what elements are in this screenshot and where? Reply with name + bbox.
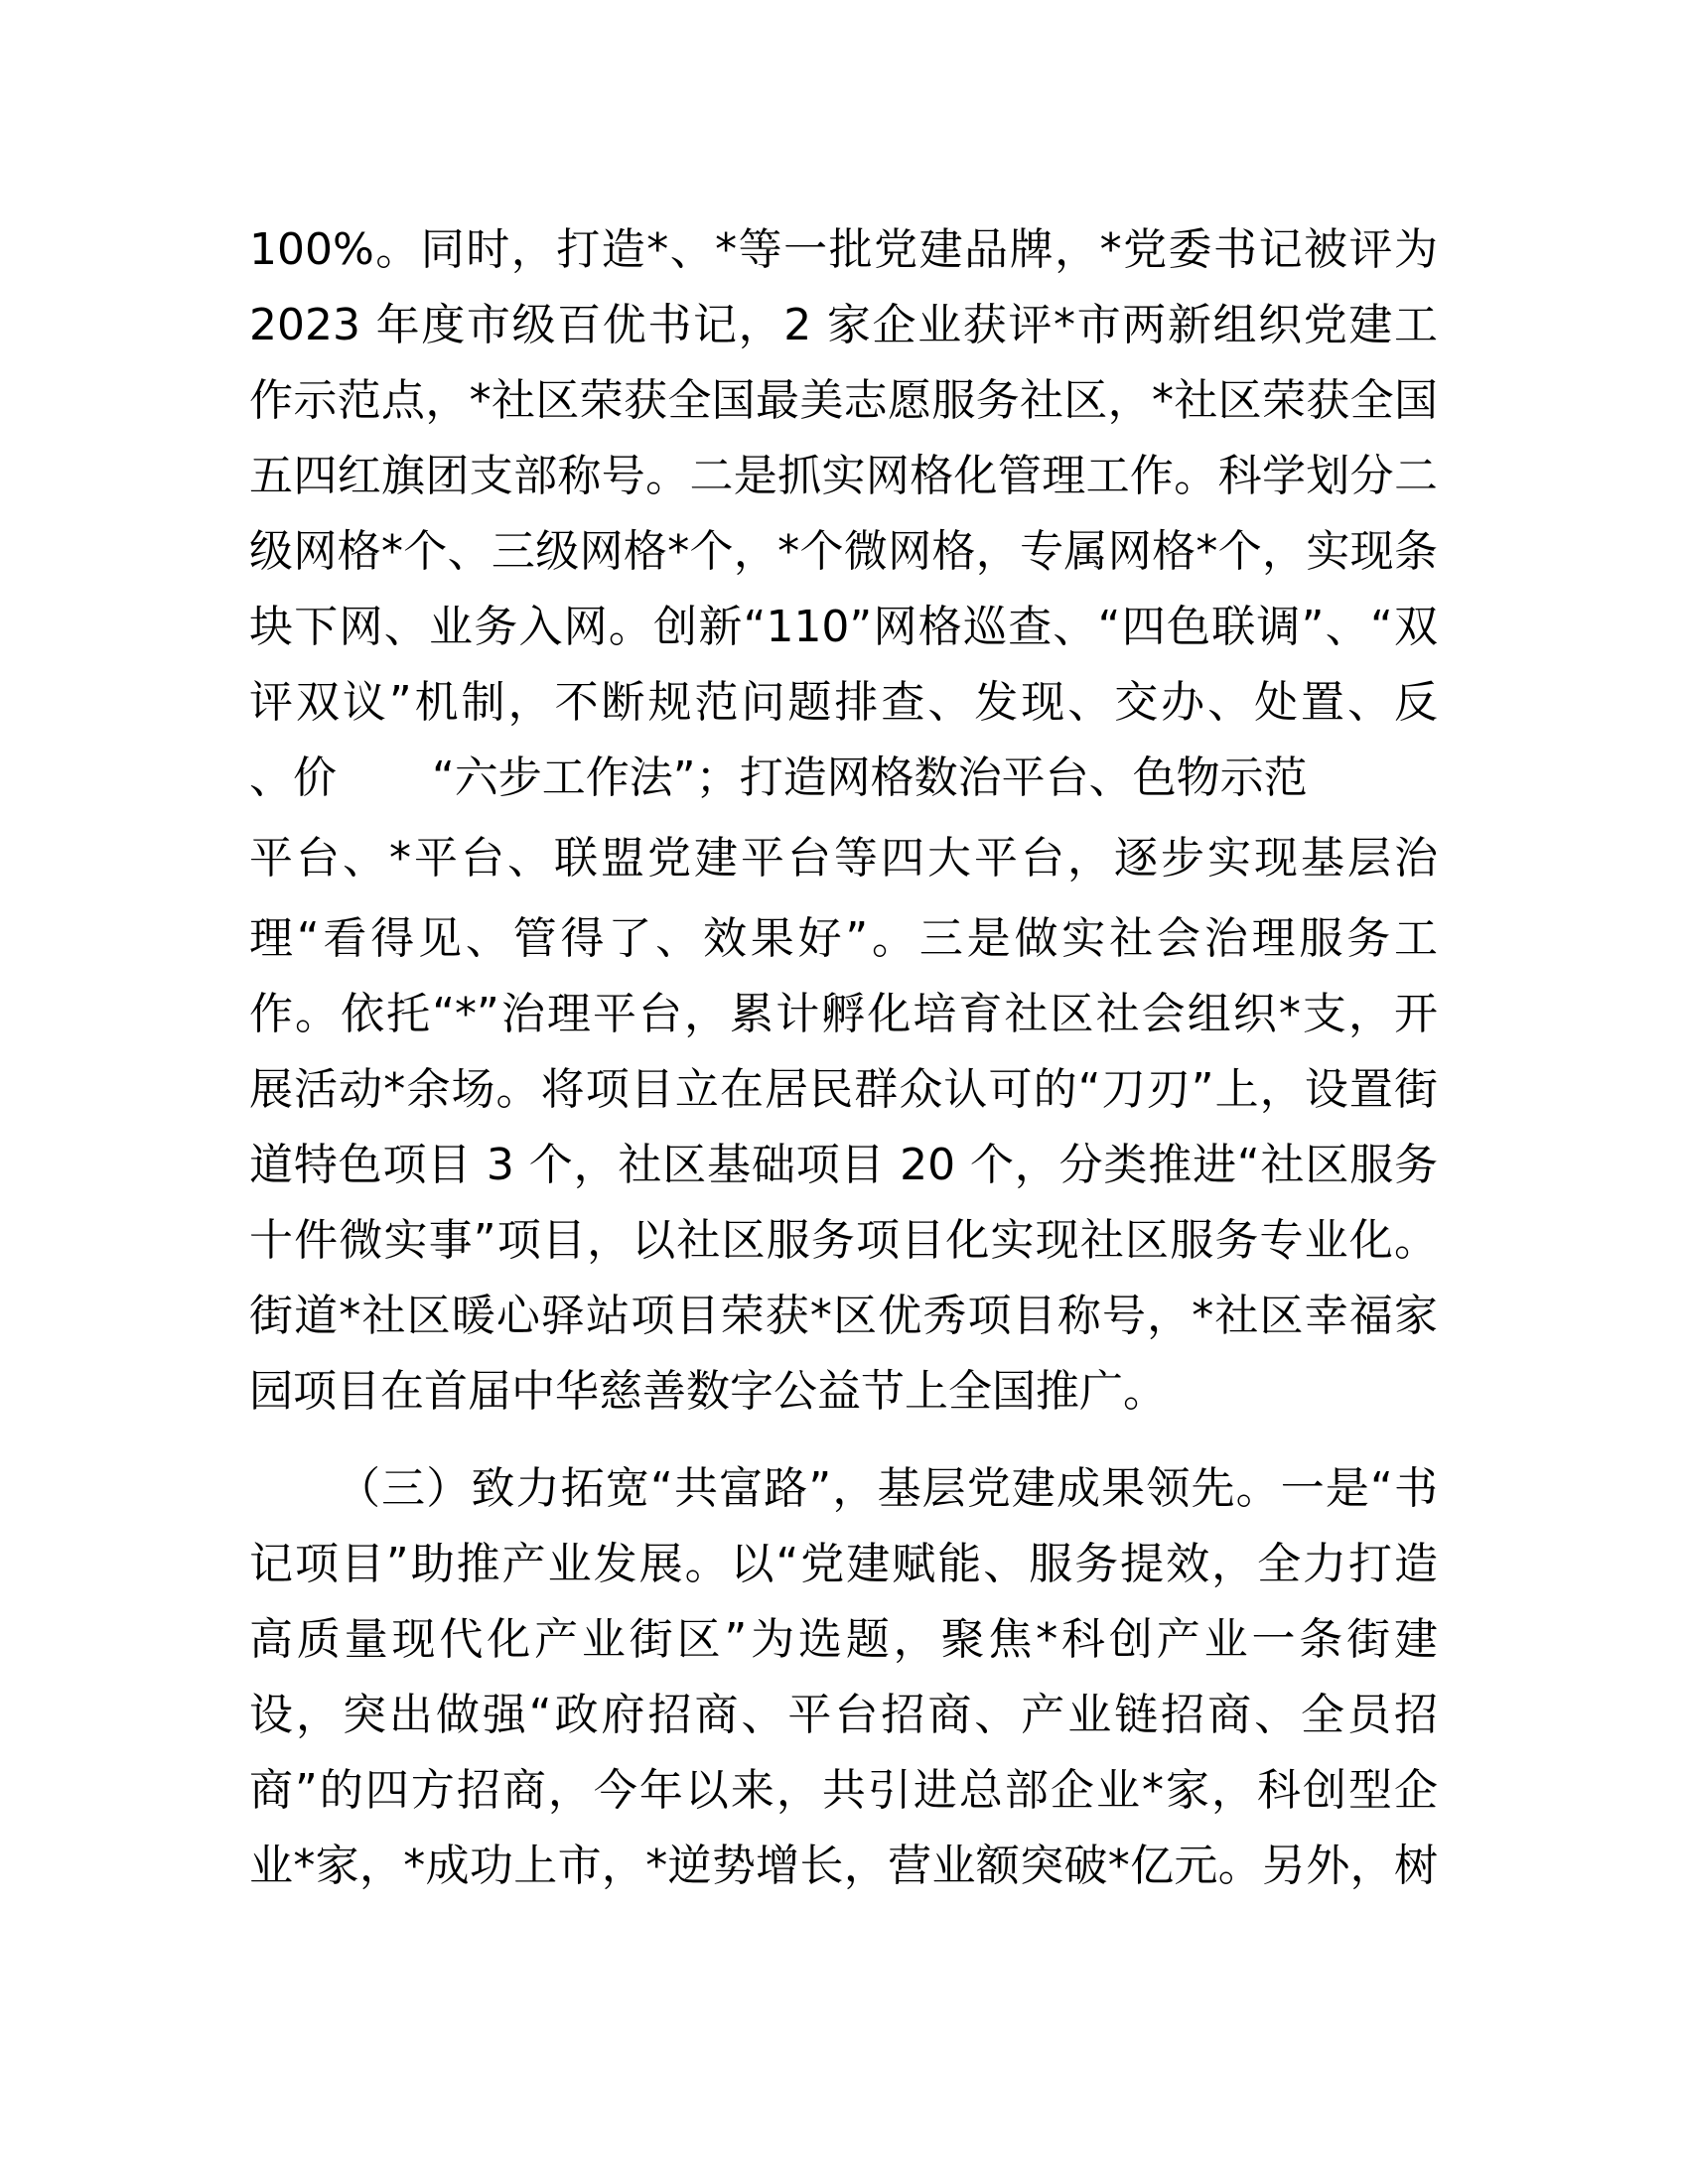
text-line: 高质量现代化产业街区”为选题，聚焦*科创产业一条街建	[249, 1614, 1438, 1665]
text-line: 作示范点，*社区荣获全国最美志愿服务社区，*社区荣获全国	[249, 375, 1438, 426]
text-line: 评双议”机制，不断规范问题排查、发现、交办、处置、反	[249, 677, 1438, 728]
text-line: 园项目在首届中华慈善数字公益节上全国推广。	[249, 1366, 1167, 1417]
text-line: 平台、*平台、联盟党建平台等四大平台，逐步实现基层治	[249, 833, 1438, 884]
text-segment: “六步工作法”；打造网格数治平台、色物示范	[432, 752, 1308, 803]
text-line: 设，突出做强“政府招商、平台招商、产业链招商、全员招	[249, 1690, 1438, 1740]
text-line: 记项目”助推产业发展。以“党建赋能、服务提效，全力打造	[249, 1539, 1438, 1589]
text-line: 业*家，*成功上市，*逆势增长，营业额突破*亿元。另外，树	[249, 1841, 1438, 1891]
text-line: 级网格*个、三级网格*个，*个微网格，专属网格*个，实现条	[249, 526, 1438, 577]
text-line: 道特色项目 3 个，社区基础项目 20 个，分类推进“社区服务	[249, 1140, 1438, 1190]
text-line: 展活动*余场。将项目立在居民群众认可的“刀刃”上，设置街	[249, 1064, 1438, 1115]
document-body	[249, 212, 1438, 1904]
text-line: 商”的四方招商，今年以来，共引进总部企业*家，科创型企	[249, 1765, 1438, 1816]
text-segment: 、价	[249, 752, 337, 803]
text-line: 五四红旗团支部称号。二是抓实网格化管理工作。科学划分二	[249, 451, 1438, 501]
text-line-with-gap	[249, 741, 1438, 816]
section-heading-line: （三）致力拓宽“共富路”，基层党建成果领先。一是“书	[337, 1463, 1438, 1514]
text-line: 作。依托“*”治理平台，累计孵化培育社区社会组织*支，开	[249, 989, 1438, 1039]
paragraph-section-three	[249, 1451, 1438, 1904]
text-line: 块下网、业务入网。创新“110”网格巡查、“四色联调”、“双	[249, 602, 1438, 652]
text-line: 100%。同时，打造*、*等一批党建品牌，*党委书记被评为	[249, 224, 1438, 275]
paragraph-continued	[249, 212, 1438, 1430]
text-line: 2023 年度市级百优书记，2 家企业获评*市两新组织党建工	[249, 300, 1438, 350]
text-line: 街道*社区暖心驿站项目荣获*区优秀项目称号，*社区幸福家	[249, 1291, 1438, 1341]
text-line: 理“看得见、管得了、效果好”。三是做实社会治理服务工	[249, 913, 1438, 964]
text-line: 十件微实事”项目，以社区服务项目化实现社区服务专业化。	[249, 1215, 1438, 1266]
